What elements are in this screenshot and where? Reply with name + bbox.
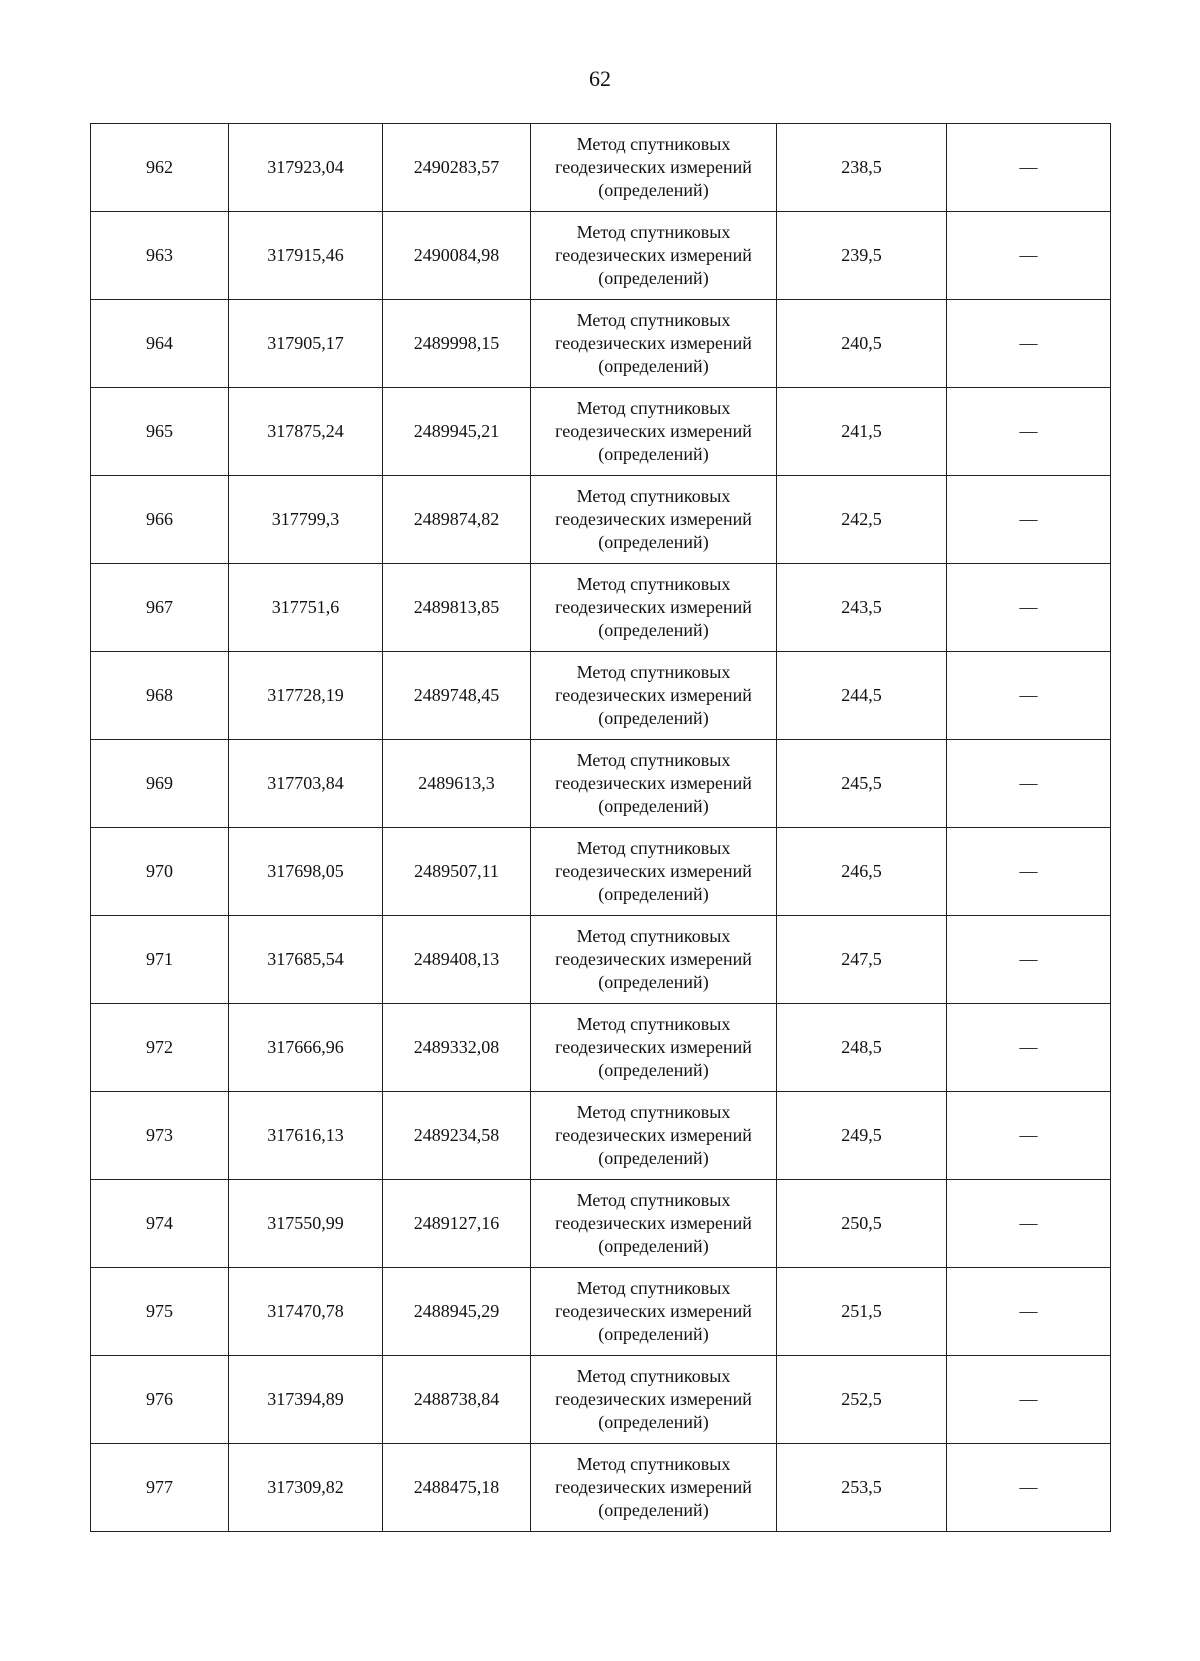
note-cell: — bbox=[947, 740, 1111, 828]
point-number-cell: 963 bbox=[91, 212, 229, 300]
method-cell bbox=[531, 1356, 777, 1444]
x-coordinate-cell: 317685,54 bbox=[229, 916, 383, 1004]
method-cell bbox=[531, 828, 777, 916]
note-cell: — bbox=[947, 564, 1111, 652]
table-row bbox=[91, 828, 1111, 916]
method-line: Метод спутниковых bbox=[576, 134, 731, 154]
point-number-cell: 970 bbox=[91, 828, 229, 916]
y-coordinate-cell: 2489874,82 bbox=[383, 476, 531, 564]
x-coordinate-cell: 317703,84 bbox=[229, 740, 383, 828]
y-coordinate-cell: 2488738,84 bbox=[383, 1356, 531, 1444]
method-line: (определений) bbox=[598, 884, 709, 904]
accuracy-cell: 249,5 bbox=[777, 1092, 947, 1180]
method-line: (определений) bbox=[598, 180, 709, 200]
y-coordinate-cell: 2489945,21 bbox=[383, 388, 531, 476]
method-line: геодезических измерений bbox=[555, 1477, 752, 1497]
note-cell: — bbox=[947, 124, 1111, 212]
y-coordinate-cell: 2489813,85 bbox=[383, 564, 531, 652]
method-line: Метод спутниковых bbox=[576, 662, 731, 682]
note-cell: — bbox=[947, 388, 1111, 476]
method-line: геодезических измерений bbox=[555, 157, 752, 177]
method-cell bbox=[531, 388, 777, 476]
method-line: Метод спутниковых bbox=[576, 1102, 731, 1122]
table-row bbox=[91, 740, 1111, 828]
table-row bbox=[91, 300, 1111, 388]
note-cell: — bbox=[947, 212, 1111, 300]
note-cell: — bbox=[947, 476, 1111, 564]
method-line: Метод спутниковых bbox=[576, 574, 731, 594]
accuracy-cell: 245,5 bbox=[777, 740, 947, 828]
x-coordinate-cell: 317875,24 bbox=[229, 388, 383, 476]
x-coordinate-cell: 317470,78 bbox=[229, 1268, 383, 1356]
point-number-cell: 976 bbox=[91, 1356, 229, 1444]
y-coordinate-cell: 2489613,3 bbox=[383, 740, 531, 828]
method-cell bbox=[531, 652, 777, 740]
point-number-cell: 972 bbox=[91, 1004, 229, 1092]
x-coordinate-cell: 317923,04 bbox=[229, 124, 383, 212]
method-line: Метод спутниковых bbox=[576, 1454, 731, 1474]
method-line: геодезических измерений bbox=[555, 1125, 752, 1145]
accuracy-cell: 238,5 bbox=[777, 124, 947, 212]
x-coordinate-cell: 317616,13 bbox=[229, 1092, 383, 1180]
accuracy-cell: 243,5 bbox=[777, 564, 947, 652]
accuracy-cell: 244,5 bbox=[777, 652, 947, 740]
table-body bbox=[91, 124, 1111, 1532]
page-number: 62 bbox=[589, 66, 611, 91]
point-number-cell: 973 bbox=[91, 1092, 229, 1180]
method-cell bbox=[531, 916, 777, 1004]
method-line: геодезических измерений bbox=[555, 685, 752, 705]
y-coordinate-cell: 2488475,18 bbox=[383, 1444, 531, 1532]
accuracy-cell: 242,5 bbox=[777, 476, 947, 564]
method-line: (определений) bbox=[598, 1236, 709, 1256]
accuracy-cell: 250,5 bbox=[777, 1180, 947, 1268]
method-line: (определений) bbox=[598, 1412, 709, 1432]
table-row bbox=[91, 652, 1111, 740]
method-line: геодезических измерений bbox=[555, 597, 752, 617]
method-line: (определений) bbox=[598, 1324, 709, 1344]
method-line: (определений) bbox=[598, 972, 709, 992]
point-number-cell: 964 bbox=[91, 300, 229, 388]
accuracy-cell: 239,5 bbox=[777, 212, 947, 300]
table-row bbox=[91, 1444, 1111, 1532]
y-coordinate-cell: 2489998,15 bbox=[383, 300, 531, 388]
method-line: (определений) bbox=[598, 620, 709, 640]
x-coordinate-cell: 317550,99 bbox=[229, 1180, 383, 1268]
method-line: геодезических измерений bbox=[555, 1037, 752, 1057]
y-coordinate-cell: 2489234,58 bbox=[383, 1092, 531, 1180]
method-line: (определений) bbox=[598, 1148, 709, 1168]
method-line: геодезических измерений bbox=[555, 245, 752, 265]
method-cell bbox=[531, 476, 777, 564]
x-coordinate-cell: 317698,05 bbox=[229, 828, 383, 916]
method-line: Метод спутниковых bbox=[576, 1278, 731, 1298]
table-row bbox=[91, 212, 1111, 300]
method-line: геодезических измерений bbox=[555, 333, 752, 353]
method-line: геодезических измерений bbox=[555, 1213, 752, 1233]
method-cell bbox=[531, 740, 777, 828]
point-number-cell: 971 bbox=[91, 916, 229, 1004]
method-line: геодезических измерений bbox=[555, 1389, 752, 1409]
method-line: геодезических измерений bbox=[555, 949, 752, 969]
method-line: Метод спутниковых bbox=[576, 1190, 731, 1210]
table-row bbox=[91, 1356, 1111, 1444]
table-row bbox=[91, 1092, 1111, 1180]
point-number-cell: 965 bbox=[91, 388, 229, 476]
method-line: Метод спутниковых bbox=[576, 838, 731, 858]
method-cell bbox=[531, 212, 777, 300]
note-cell: — bbox=[947, 1356, 1111, 1444]
accuracy-cell: 247,5 bbox=[777, 916, 947, 1004]
method-cell bbox=[531, 124, 777, 212]
method-cell bbox=[531, 1004, 777, 1092]
method-line: геодезических измерений bbox=[555, 861, 752, 881]
point-number-cell: 968 bbox=[91, 652, 229, 740]
y-coordinate-cell: 2490283,57 bbox=[383, 124, 531, 212]
method-line: (определений) bbox=[598, 796, 709, 816]
method-cell bbox=[531, 1180, 777, 1268]
point-number-cell: 966 bbox=[91, 476, 229, 564]
accuracy-cell: 240,5 bbox=[777, 300, 947, 388]
note-cell: — bbox=[947, 300, 1111, 388]
table-row bbox=[91, 1004, 1111, 1092]
method-line: геодезических измерений bbox=[555, 1301, 752, 1321]
table-row bbox=[91, 1268, 1111, 1356]
method-line: Метод спутниковых bbox=[576, 486, 731, 506]
x-coordinate-cell: 317905,17 bbox=[229, 300, 383, 388]
method-line: Метод спутниковых bbox=[576, 222, 731, 242]
point-number-cell: 967 bbox=[91, 564, 229, 652]
y-coordinate-cell: 2489332,08 bbox=[383, 1004, 531, 1092]
note-cell: — bbox=[947, 1444, 1111, 1532]
accuracy-cell: 241,5 bbox=[777, 388, 947, 476]
point-number-cell: 969 bbox=[91, 740, 229, 828]
note-cell: — bbox=[947, 652, 1111, 740]
coordinates-table bbox=[90, 123, 1111, 1532]
x-coordinate-cell: 317751,6 bbox=[229, 564, 383, 652]
table-row bbox=[91, 124, 1111, 212]
table-row bbox=[91, 476, 1111, 564]
method-line: (определений) bbox=[598, 1060, 709, 1080]
accuracy-cell: 253,5 bbox=[777, 1444, 947, 1532]
method-line: (определений) bbox=[598, 708, 709, 728]
method-line: (определений) bbox=[598, 532, 709, 552]
x-coordinate-cell: 317309,82 bbox=[229, 1444, 383, 1532]
method-cell bbox=[531, 564, 777, 652]
method-line: геодезических измерений bbox=[555, 421, 752, 441]
method-line: (определений) bbox=[598, 444, 709, 464]
note-cell: — bbox=[947, 1268, 1111, 1356]
table-row bbox=[91, 388, 1111, 476]
y-coordinate-cell: 2489127,16 bbox=[383, 1180, 531, 1268]
point-number-cell: 975 bbox=[91, 1268, 229, 1356]
method-line: Метод спутниковых bbox=[576, 398, 731, 418]
method-line: Метод спутниковых bbox=[576, 1014, 731, 1034]
point-number-cell: 974 bbox=[91, 1180, 229, 1268]
y-coordinate-cell: 2489507,11 bbox=[383, 828, 531, 916]
method-cell bbox=[531, 300, 777, 388]
table-row bbox=[91, 916, 1111, 1004]
method-line: (определений) bbox=[598, 268, 709, 288]
method-line: Метод спутниковых bbox=[576, 926, 731, 946]
y-coordinate-cell: 2489408,13 bbox=[383, 916, 531, 1004]
method-line: Метод спутниковых bbox=[576, 310, 731, 330]
method-line: (определений) bbox=[598, 1500, 709, 1520]
method-line: геодезических измерений bbox=[555, 773, 752, 793]
y-coordinate-cell: 2488945,29 bbox=[383, 1268, 531, 1356]
method-line: Метод спутниковых bbox=[576, 1366, 731, 1386]
accuracy-cell: 251,5 bbox=[777, 1268, 947, 1356]
note-cell: — bbox=[947, 828, 1111, 916]
method-cell bbox=[531, 1092, 777, 1180]
method-line: Метод спутниковых bbox=[576, 750, 731, 770]
x-coordinate-cell: 317915,46 bbox=[229, 212, 383, 300]
y-coordinate-cell: 2490084,98 bbox=[383, 212, 531, 300]
table-row bbox=[91, 564, 1111, 652]
x-coordinate-cell: 317666,96 bbox=[229, 1004, 383, 1092]
note-cell: — bbox=[947, 916, 1111, 1004]
accuracy-cell: 248,5 bbox=[777, 1004, 947, 1092]
note-cell: — bbox=[947, 1004, 1111, 1092]
method-line: геодезических измерений bbox=[555, 509, 752, 529]
y-coordinate-cell: 2489748,45 bbox=[383, 652, 531, 740]
table-row bbox=[91, 1180, 1111, 1268]
note-cell: — bbox=[947, 1092, 1111, 1180]
x-coordinate-cell: 317799,3 bbox=[229, 476, 383, 564]
point-number-cell: 962 bbox=[91, 124, 229, 212]
note-cell: — bbox=[947, 1180, 1111, 1268]
method-cell bbox=[531, 1268, 777, 1356]
method-cell bbox=[531, 1444, 777, 1532]
accuracy-cell: 246,5 bbox=[777, 828, 947, 916]
point-number-cell: 977 bbox=[91, 1444, 229, 1532]
x-coordinate-cell: 317728,19 bbox=[229, 652, 383, 740]
method-line: (определений) bbox=[598, 356, 709, 376]
accuracy-cell: 252,5 bbox=[777, 1356, 947, 1444]
x-coordinate-cell: 317394,89 bbox=[229, 1356, 383, 1444]
